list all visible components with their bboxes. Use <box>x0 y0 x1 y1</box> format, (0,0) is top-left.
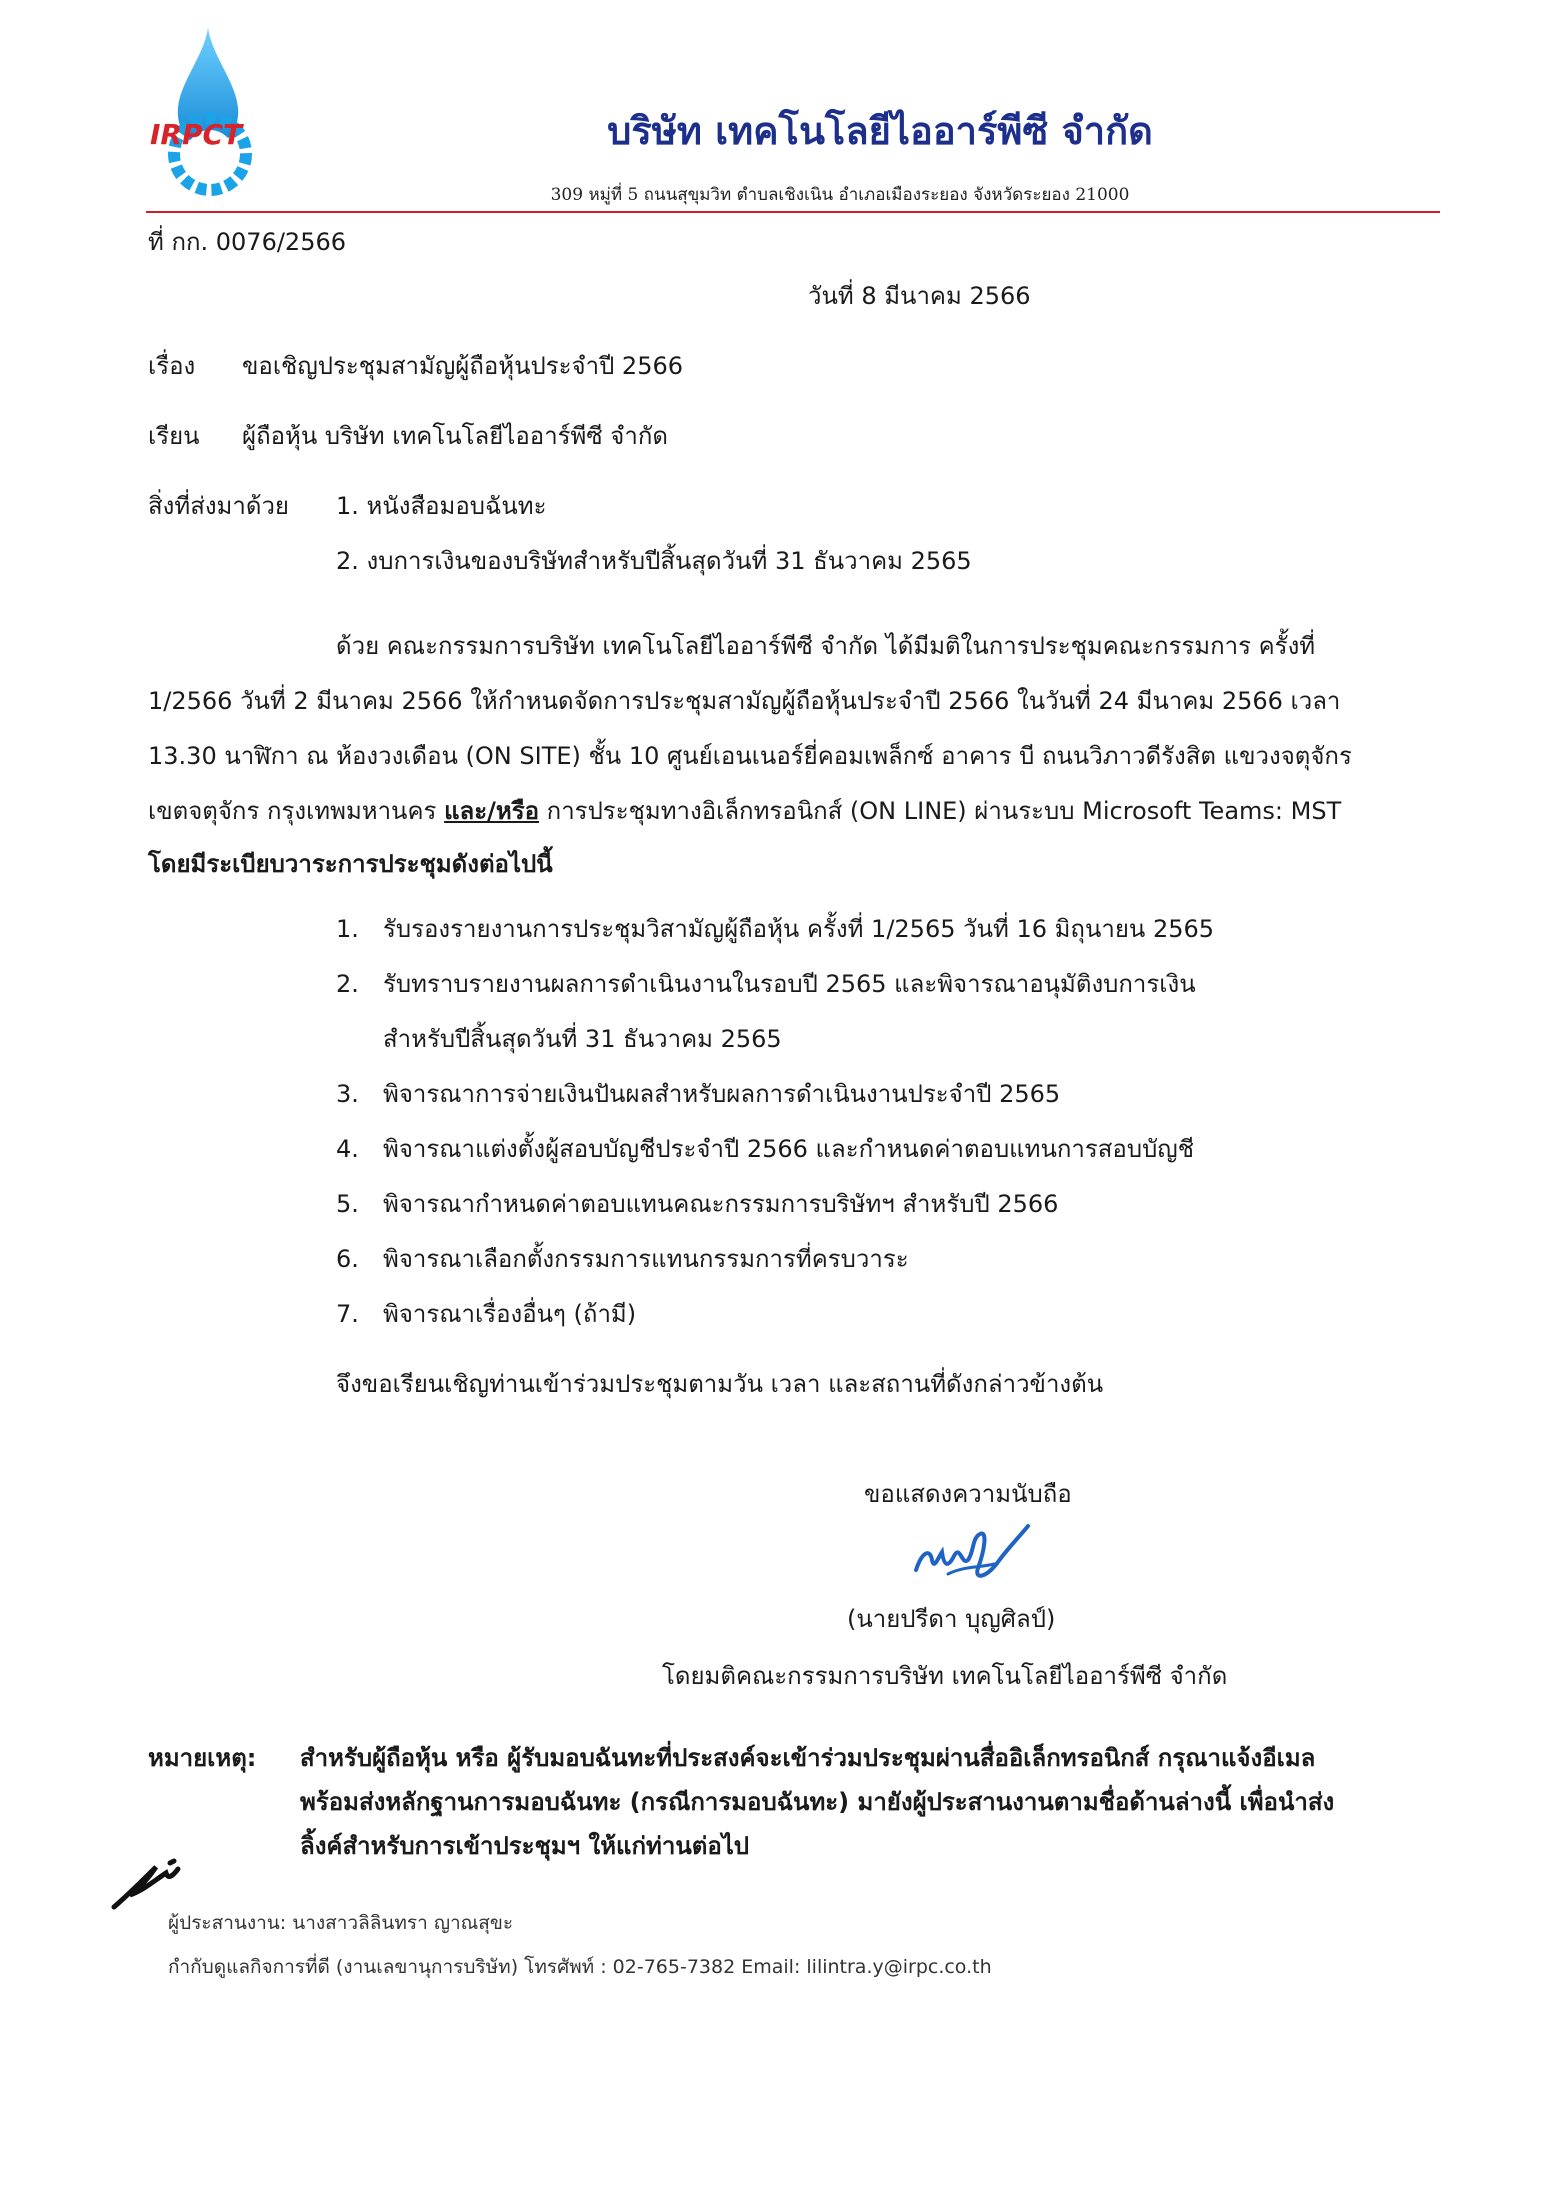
recipient-text: ผู้ถือหุ้น บริษัท เทคโนโลยีไออาร์พีซี จำกัด <box>242 422 668 450</box>
agenda-item: พิจารณากำหนดค่าตอบแทนคณะกรรมการบริษัทฯ สำหรับปี 2566 <box>383 1190 1059 1218</box>
company-address: 309 หมู่ที่ 5 ถนนสุขุมวิท ตำบลเชิงเนิน อำเภอเมืองระยอง จังหวัดระยอง 21000 <box>550 185 1130 205</box>
agenda-item: รับรองรายงานการประชุมวิสามัญผู้ถือหุ้น ครั้งที่ 1/2565 วันที่ 16 มิถุนายน 2565 <box>383 915 1215 943</box>
agenda-item-continued: สำหรับปีสิ้นสุดวันที่ 31 ธันวาคม 2565 <box>383 1025 782 1053</box>
irpct-logo <box>146 26 276 198</box>
agenda-item: พิจารณาเรื่องอื่นๆ (ถ้ามี) <box>383 1300 637 1328</box>
agenda-number: 1. <box>336 915 359 943</box>
agenda-number: 3. <box>336 1080 359 1108</box>
agenda-number: 6. <box>336 1245 359 1273</box>
closing-regards: ขอแสดงความนับถือ <box>864 1480 1072 1508</box>
agenda-item: พิจารณาเลือกตั้งกรรมการแทนกรรมการที่ครบวาระ <box>383 1245 909 1273</box>
recipient-label: เรียน <box>148 422 200 450</box>
agenda-number: 4. <box>336 1135 359 1163</box>
body-line4-pre: เขตจตุจักร กรุงเทพมหานคร <box>148 797 437 825</box>
letter-date: วันที่ 8 มีนาคม 2566 <box>808 282 1031 310</box>
note-line: พร้อมส่งหลักฐานการมอบฉันทะ (กรณีการมอบฉันทะ) มายังผู้ประสานงานตามชื่อด้านล่างนี้ เพื่อนำส่ง <box>300 1788 1335 1816</box>
signature-image <box>908 1508 1038 1598</box>
logo-text: IRPCT <box>150 118 243 151</box>
enclosures-label: สิ่งที่ส่งมาด้วย <box>148 492 289 520</box>
enclosure-item: 2. งบการเงินของบริษัทสำหรับปีสิ้นสุดวันที่ 31 ธันวาคม 2565 <box>336 547 972 575</box>
reference-number: ที่ กก. 0076/2566 <box>148 228 347 256</box>
agenda-item: พิจารณาการจ่ายเงินปันผลสำหรับผลการดำเนินงานประจำปี 2565 <box>383 1080 1061 1108</box>
signatory-position: โดยมติคณะกรรมการบริษัท เทคโนโลยีไออาร์พีซี จำกัด <box>662 1662 1228 1690</box>
subject-label: เรื่อง <box>148 352 196 380</box>
agenda-number: 5. <box>336 1190 359 1218</box>
agenda-item: พิจารณาแต่งตั้งผู้สอบบัญชีประจำปี 2566 และกำหนดค่าตอบแทนการสอบบัญชี <box>383 1135 1195 1163</box>
body-line4-post: การประชุมทางอิเล็กทรอนิกส์ (ON LINE) ผ่านระบบ Microsoft Teams: MST <box>546 797 1342 825</box>
initials-mark <box>108 1855 198 1915</box>
signatory-name: (นายปรีดา บุญศิลป์) <box>847 1605 1056 1633</box>
agenda-number: 7. <box>336 1300 359 1328</box>
body-line: 1/2566 วันที่ 2 มีนาคม 2566 ให้กำหนดจัดการประชุมสามัญผู้ถือหุ้นประจำปี 2566 ในวันที่ 24 มีนาคม 2566 เวลา <box>148 687 1341 715</box>
body-line: 13.30 นาฬิกา ณ ห้องวงเดือน (ON SITE) ชั้น 10 ศูนย์เอนเนอร์ยี่คอมเพล็กซ์ อาคาร บี ถนนวิภาวดีรังสิต แขวงจตุจักร <box>148 742 1352 770</box>
agenda-item: รับทราบรายงานผลการดำเนินงานในรอบปี 2565 และพิจารณาอนุมัติงบการเงิน <box>383 970 1196 998</box>
contact-details: กำกับดูแลกิจการที่ดี (งานเลขานุการบริษัท) โทรศัพท์ : 02-765-7382 Email: lilintra.y@irpc.co.th <box>168 1956 992 1978</box>
body-line: ด้วย คณะกรรมการบริษัท เทคโนโลยีไออาร์พีซี จำกัด ได้มีมติในการประชุมคณะกรรมการ ครั้งที่ <box>336 632 1316 660</box>
body-line <box>148 797 1341 826</box>
agenda-intro: โดยมีระเบียบวาระการประชุมดังต่อไปนี้ <box>148 850 553 878</box>
header-divider <box>146 211 1440 213</box>
coordinator-info: ผู้ประสานงาน: นางสาวลิลินทรา ญาณสุขะ <box>168 1912 514 1934</box>
closing-request: จึงขอเรียนเชิญท่านเข้าร่วมประชุมตามวัน เวลา และสถานที่ดังกล่าวข้างต้น <box>336 1370 1104 1398</box>
agenda-number: 2. <box>336 970 359 998</box>
company-name: บริษัท เทคโนโลยีไออาร์พีซี จำกัด <box>607 108 1153 153</box>
note-line: ลิ้งค์สำหรับการเข้าประชุมฯ ให้แก่ท่านต่อไป <box>300 1832 750 1860</box>
note-label: หมายเหตุ: <box>148 1744 257 1772</box>
note-line: สำหรับผู้ถือหุ้น หรือ ผู้รับมอบฉันทะที่ประสงค์จะเข้าร่วมประชุมผ่านสื่ออิเล็กทรอนิกส์ กรุณาแจ้งอีเมล <box>300 1744 1316 1772</box>
and-or-emphasis: และ/หรือ <box>444 797 540 825</box>
enclosure-item: 1. หนังสือมอบฉันทะ <box>336 492 547 520</box>
subject-text: ขอเชิญประชุมสามัญผู้ถือหุ้นประจำปี 2566 <box>242 352 684 380</box>
